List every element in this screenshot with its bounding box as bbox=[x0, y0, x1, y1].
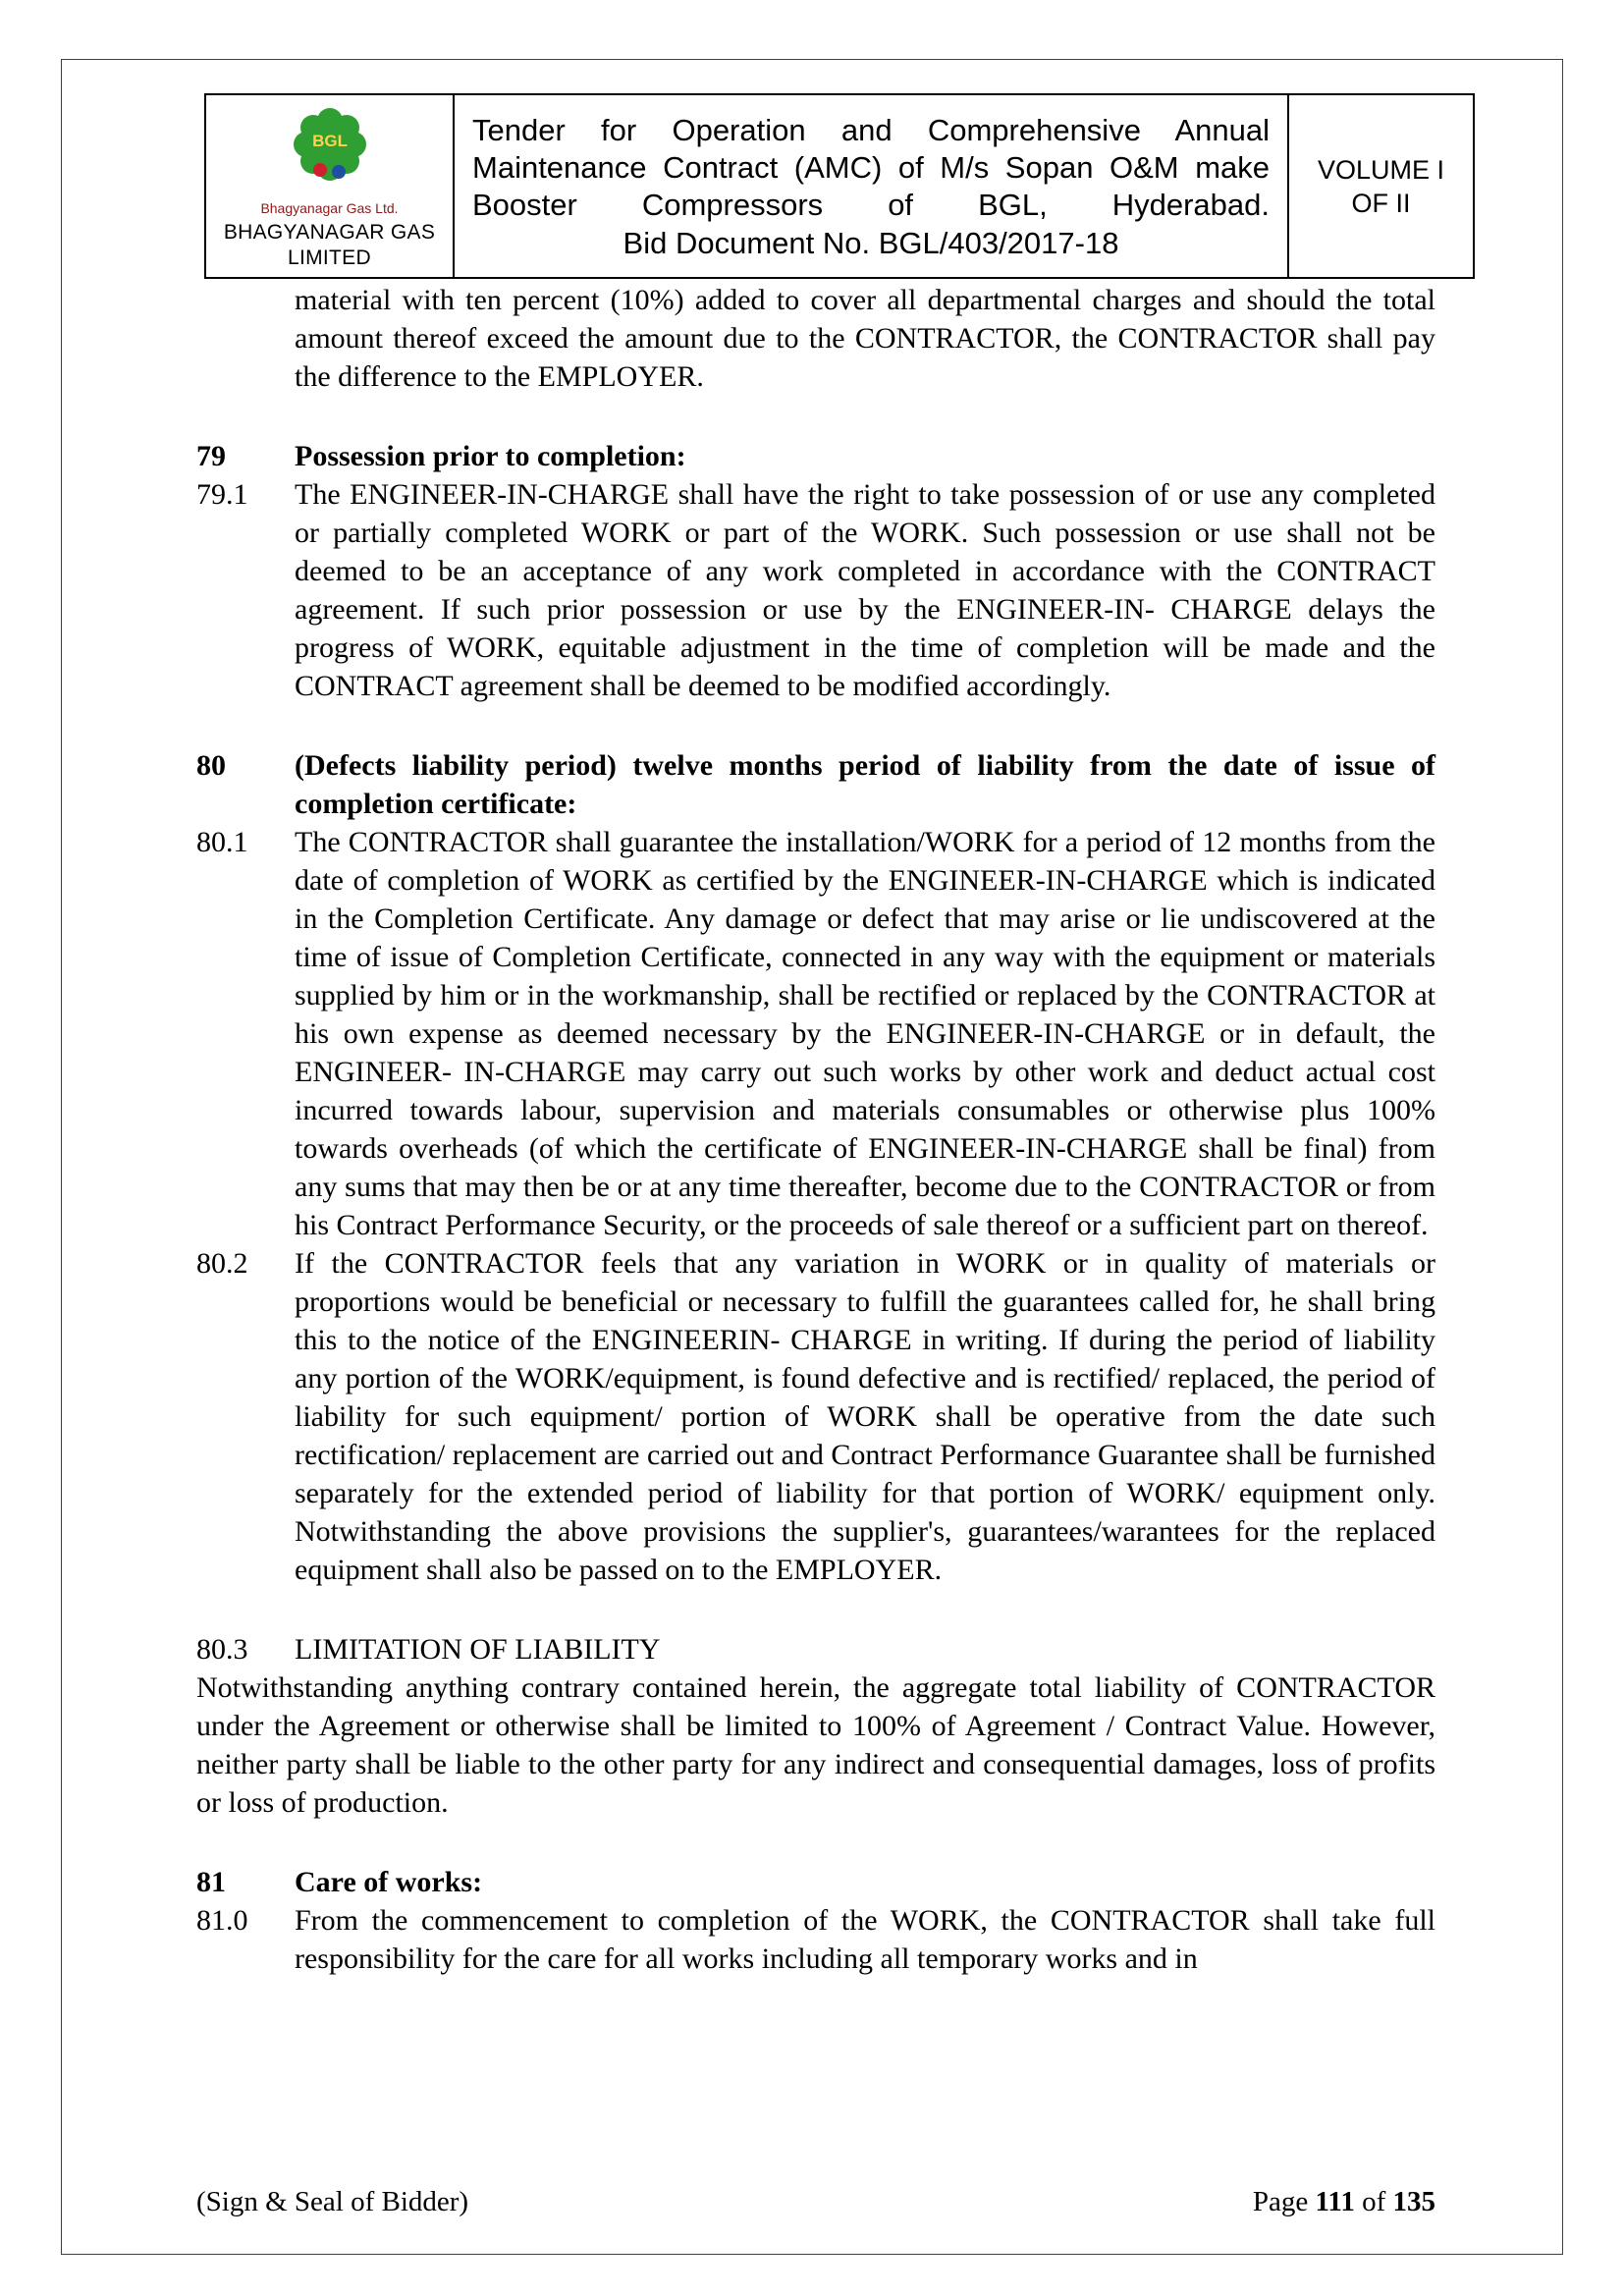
clause-80-2 bbox=[196, 1244, 1435, 1589]
page-word: Page bbox=[1252, 2186, 1309, 2217]
clause-text: From the commencement to completion of the WORK, the CONTRACTOR shall take full responsibility for the care for all works including all temporary works and in bbox=[295, 1904, 1435, 1975]
clause-number: 80.3 bbox=[196, 1633, 248, 1666]
header-title-cell bbox=[454, 94, 1288, 278]
volume-line1: VOLUME I bbox=[1317, 154, 1445, 185]
company-name-line2: LIMITED bbox=[288, 246, 371, 269]
clause-number: 79 bbox=[196, 440, 226, 472]
volume-line2: OF II bbox=[1351, 188, 1411, 218]
company-name bbox=[212, 220, 447, 271]
clause-number: 79.1 bbox=[196, 478, 248, 511]
page-total: 135 bbox=[1392, 2186, 1435, 2217]
clause-text: If the CONTRACTOR feels that any variation in WORK or in quality of materials or proportions would be beneficial or necessary to fulfill the guarantees called for, he shall bring this to the notice of the ENGINEERIN- CHARGE in writing. If during the period of liability any portion of the WORK/equipment, is found defective and is rectified/ replaced, the period of liability for such equipment/ portion of WORK shall be operative from the date such rectification/ replacement are carried out and Contract Performance Guarantee shall be furnished separately for the extended period of liability for that portion of WORK/ equipment only. Notwithstanding the above provisions the supplier's, guarantees/warantees for the replaced equipment shall also be passed on to the EMPLOYER. bbox=[295, 1247, 1435, 1586]
company-name-line1: BHAGYANAGAR GAS bbox=[223, 221, 436, 244]
section-heading: (Defects liability period) twelve months period of liability from the date of issue of completion certificate: bbox=[295, 749, 1435, 820]
clause-number: 81.0 bbox=[196, 1904, 248, 1937]
clause-number: 80 bbox=[196, 749, 226, 782]
clause-text: The ENGINEER-IN-CHARGE shall have the right to take possession of or use any completed or partially completed WORK or part of the WORK. Such possession or use shall not be deemed to be an acceptance of any work completed in accordance with the CONTRACT agreement. If such prior possession or use by the ENGINEER-IN- CHARGE delays the progress of WORK, equitable adjustment in the time of completion will be made and the CONTRACT agreement shall be deemed to be modified accordingly. bbox=[295, 478, 1435, 702]
paragraph-limitation-of-liability: Notwithstanding anything contrary contained herein, the aggregate total liability of CONTRACTOR under the Agreement or otherwise shall be limited to 100% of Agreement / Contract Value. However, neither party shall be liable to the other party for any indirect and consequential damages, loss of profits or loss of production. bbox=[196, 1671, 1435, 1819]
clause-81-0 bbox=[196, 1901, 1435, 1978]
bgl-flower-icon bbox=[271, 132, 389, 201]
page-footer bbox=[196, 2184, 1435, 2219]
section-heading: LIMITATION OF LIABILITY bbox=[295, 1633, 661, 1666]
clause-number: 81 bbox=[196, 1866, 226, 1898]
section-80-heading bbox=[196, 746, 1435, 823]
paragraph-continuation: material with ten percent (10%) added to cover all departmental charges and should the total amount thereof exceed the amount due to the CONTRACTOR, the CONTRACTOR shall pay the difference to the EMPLOYER. bbox=[295, 284, 1435, 393]
header-table bbox=[204, 93, 1475, 279]
clause-text: The CONTRACTOR shall guarantee the installation/WORK for a period of 12 months from the date of completion of WORK as certified by the ENGINEER-IN-CHARGE which is indicated in the Completion Certificate. Any damage or defect that may arise or lie undiscovered at the time of issue of Completion Certificate, connected in any way with the equipment or materials supplied by him or in the workmanship, shall be rectified or replaced by the CONTRACTOR at his own expense as deemed necessary by the ENGINEER-IN-CHARGE or in default, the ENGINEER- IN-CHARGE may carry out such works by other work and deduct actual cost incurred towards labour, supervision and materials consumables or otherwise plus 100% towards overheads (of which the certificate of ENGINEER-IN-CHARGE shall be final) from any sums that may then be or at any time thereafter, become due to the CONTRACTOR or from his Contract Performance Security, or the proceeds of sale thereof or a sufficient part on thereof. bbox=[295, 826, 1435, 1241]
section-81-heading bbox=[196, 1863, 1435, 1901]
bgl-monogram: BGL bbox=[311, 132, 348, 150]
of-word: of bbox=[1362, 2186, 1386, 2217]
page-number-label bbox=[1253, 2184, 1435, 2219]
section-79-heading bbox=[196, 437, 1435, 475]
document-body bbox=[196, 281, 1435, 1978]
clause-79-1 bbox=[196, 475, 1435, 705]
sign-seal-label: (Sign & Seal of Bidder) bbox=[196, 2186, 469, 2217]
page-number: 111 bbox=[1315, 2186, 1355, 2217]
section-heading: Care of works: bbox=[295, 1866, 483, 1898]
clause-number: 80.2 bbox=[196, 1247, 248, 1280]
header-volume-cell bbox=[1288, 94, 1474, 278]
bid-document-number: Bid Document No. BGL/403/2017-18 bbox=[623, 225, 1119, 260]
clause-number: 80.1 bbox=[196, 826, 248, 858]
volume-label bbox=[1289, 153, 1473, 220]
clause-80-1 bbox=[196, 823, 1435, 1244]
tender-title: Tender for Operation and Comprehensive Annual Maintenance Contract (AMC) of M/s Sopan O&M make Booster Compressors of BGL, Hyderabad. bbox=[472, 112, 1270, 222]
clause-80-3-heading bbox=[196, 1630, 1435, 1668]
logo-caption: Bhagyanagar Gas Ltd. bbox=[260, 200, 399, 216]
section-heading: Possession prior to completion: bbox=[295, 440, 686, 472]
header-logo-cell bbox=[205, 94, 454, 278]
